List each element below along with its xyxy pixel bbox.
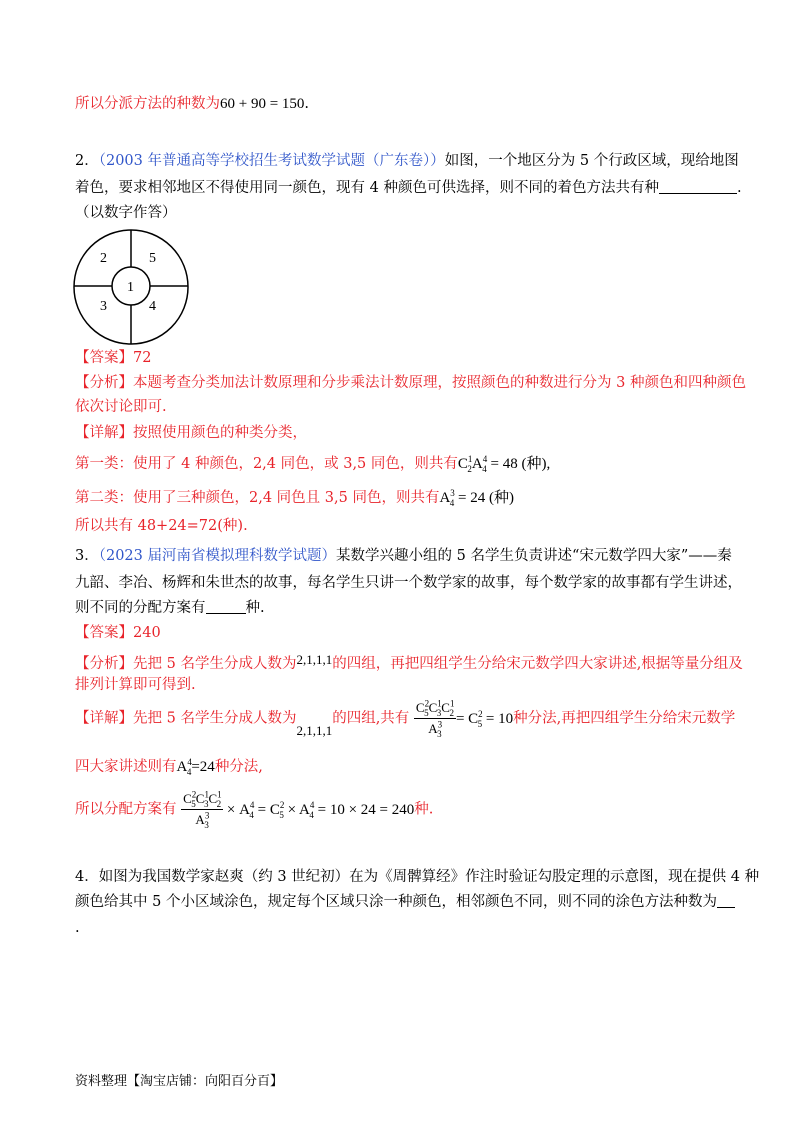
q2-analysis-1: 【分析】本题考查分类加法计数原理和分步乘法计数原理，按照颜色的种数进行分为 3 种颜色和四种颜色 [75,375,746,391]
q3-answer: 【答案】240 [75,625,161,641]
q2-detail: 【详解】按照使用颜色的种类分类， [75,425,307,441]
q2-line-3: （以数字作答） [75,205,177,221]
q2-answer-blank [659,179,737,194]
q4-line-2: 颜色给其中 5 个小区域涂色，规定每个区域只涂一种颜色，相邻颜色不同，则不同的涂色方法种数为 [75,892,735,912]
q2-answer: 【答案】72 [75,350,152,366]
q4-line-3: . [75,920,80,936]
q3-detail-2: 四大家讲述则有$A^4_4=24$种分法, [75,757,263,777]
q2-line-2: 着色，要求相邻地区不得使用同一颜色，现有 4 种颜色可供选择，则不同的着色方法共有种 . [75,180,742,196]
q2-analysis-2: 依次讨论即可. [75,399,167,415]
q4-answer-blank [717,893,735,908]
q3-final-fraction: $\frac{C^2_5C^1_3C^1_2}{A^3_3}$ [183,789,222,830]
q2-case2-formula: $A^3_4$ [439,488,455,508]
q2-line-1: 2．（2003 年普通高等学校招生考试数学试题（广东卷））如图，一个地区分为 5 个行政区域，现给地图 [75,153,739,169]
region-4-label: 4 [149,299,156,314]
q3-line-2: 九韶、李冶、杨辉和朱世杰的故事，每名学生只讲一个数学家的故事，每个数学家的故事都有学生讲述， [75,575,742,591]
q3-final: 所以分配方案有 $\frac{C^2_5C^1_3C^1_2}{A^3_3}$ × $A^4_4 = C^2_5 \times A^4_4 = 10 \times 24 = 240$种. [75,789,434,830]
region-map-diagram [72,228,190,346]
region-3-label: 3 [100,299,107,314]
q3-line-3: 则不同的分配方案有 种. [75,600,265,616]
page-footer: 资料整理【淘宝店铺：向阳百分百】 [75,1074,284,1089]
q2-case-1: 第一类：使用了 4 种颜色，2,4 同色，或 3,5 同色，则共有$C^1_2A^4_4 = 48$ (种), [75,454,551,474]
q2-case-2: 第二类：使用了三种颜色，2,4 同色且 3,5 同色，则共有$A^3_4 = 24$ (种) [75,488,514,508]
q3-analysis-2: 排列计算即可得到. [75,677,196,693]
q3-detail-1: 【详解】先把 5 名学生分成人数为2,1,1,1的四组,共有 $\frac{C^2_5C^1_3C^1_2}{A^3_3}$ = $C^2_5 = 10$种分法,再把四组学生分给宋元数学 [75,698,736,739]
q3-source: （2023 届河南省模拟理科数学试题） [98,548,336,564]
prev-formula: 60 + 90 = 150 [220,96,305,112]
region-5-label: 5 [149,251,156,266]
q3-analysis-1: 【分析】先把 5 名学生分成人数为2,1,1,1的四组，再把四组学生分给宋元数学四大家讲述,根据等量分组及 [75,652,743,672]
q2-total: 所以共有 48+24=72(种). [75,518,248,534]
q2-case1-formula: $C^1_2A^4_4$ [457,454,488,474]
q3-line-1: 3．（2023 届河南省模拟理科数学试题）某数学兴趣小组的 5 名学生负责讲述“宋元数学四大家”——秦 [75,548,732,564]
q3-detail-fraction: $\frac{C^2_5C^1_3C^1_2}{A^3_3}$ [415,698,455,739]
q3-answer-blank [206,599,246,614]
region-1-label: 1 [127,280,134,295]
q2-source: （2003 年普通高等学校招生考试数学试题（广东卷）） [98,153,445,169]
region-2-label: 2 [100,251,107,266]
prev-conclusion: 所以分派方法的种数为60 + 90 = 150. [75,96,310,112]
q4-line-1: 4．如图为我国数学家赵爽（约 3 世纪初）在为《周髀算经》作注时验证勾股定理的示意图，现在提供 4 种 [75,869,760,885]
